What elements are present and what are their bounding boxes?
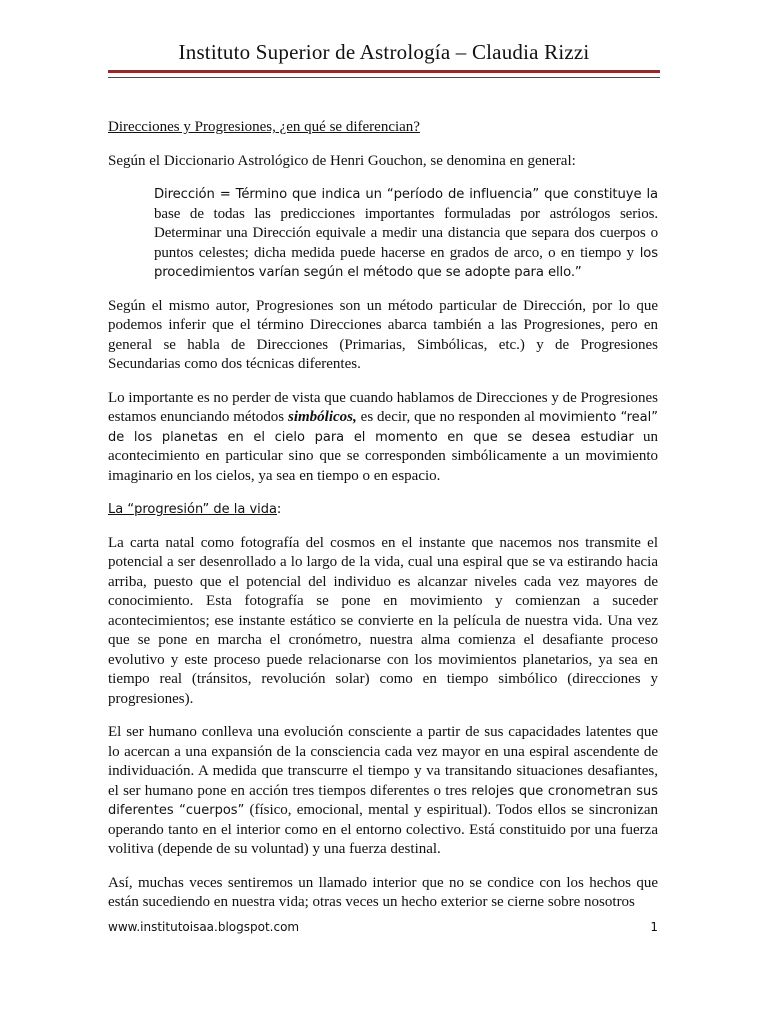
para2-emphasis: simbólicos, — [288, 409, 357, 425]
quote-line-3: los procedimientos varían según el método que se adopte para ello.” — [154, 245, 659, 280]
para2-part1: Lo importante es no perder de vista que cuando hablamos de Direcciones y de Progresiones estamos enunciando métodos — [108, 389, 658, 425]
para2-part2: es decir, que no responden al — [356, 409, 539, 425]
paragraph-progresiones: Según el mismo autor, Progresiones son un método particular de Dirección, por lo que podemos inferir que el término Direcciones abarca también a las Progresiones, pero en general se habla de Direcciones (Primarias, Simbólicas, etc.) y de Progresiones Secundarias como dos técnicas diferentes. — [108, 297, 658, 372]
page-number: 1 — [650, 920, 658, 934]
intro-paragraph: Según el Diccionario Astrológico de Henri Gouchon, se denomina en general: — [108, 152, 576, 169]
definition-quote — [154, 185, 658, 283]
section-heading-direcciones-text: Direcciones y Progresiones, ¿en qué se diferencian? — [108, 119, 420, 135]
footer-url-link[interactable]: www.institutoisaa.blogspot.com — [108, 920, 300, 934]
paragraph-ser-humano — [108, 723, 658, 860]
section-heading-direcciones — [108, 118, 658, 138]
document-body — [108, 118, 658, 927]
page-header-title: Instituto Superior de Astrología – Claudia Rizzi — [178, 40, 590, 64]
paragraph-metodos-simbolicos — [108, 389, 658, 487]
quote-line-1: Dirección = Término que indica un “período de influencia” que constituye la — [154, 187, 658, 202]
header-divider — [108, 70, 660, 78]
para2-sans-part: movimiento “real” de los planetas en el cielo para el momento en que se desea estudiar — [108, 410, 658, 445]
section-heading-progresion-vida-text: La “progresión” de la vida — [108, 502, 277, 517]
para2-part3: un acontecimiento en particular sino que se corresponden simbólicamente a un movimiento imaginario en los cielos, ya sea en tiempo o en espacio. — [108, 428, 659, 484]
paragraph-llamado-interior: Así, muchas veces sentiremos un llamado interior que no se condice con los hechos que están sucediendo en nuestra vida; otras veces un hecho exterior se cierne sobre nosotros — [108, 874, 658, 910]
section-heading-progresion-vida — [108, 500, 658, 520]
section-heading-colon: : — [277, 501, 282, 517]
para4-part2: (físico, emocional, mental y espiritual). Todos ellos se sincronizan operando tanto en el interior como en el entorno colectivo. Está constituido por una fuerza volitiva (depende de su voluntad) y una fuerza destinal. — [108, 802, 659, 857]
paragraph-carta-natal: La carta natal como fotografía del cosmos en el instante que nacemos nos transmite el potencial a ser desenrollado a lo largo de la vida, cual una espiral que se va estirando hacia arriba, puesto que el potencial del individuo es alcanzar niveles cada vez mayores de conocimiento. Esta fotografía se pone en movimiento y comienzan a suceder acontecimientos; ese instante estático se convierte en la película de nuestra vida. Una vez que se pone en marcha el cronómetro, nuestra alma comienza el desafiante proceso evolutivo y este proceso puede relacionarse con los movimientos planetarios, ya sea en tiempo real (tránsitos, revolución solar) como en tiempo simbólico (direcciones y progresiones). — [108, 534, 658, 707]
para4-sans-part: relojes que cronometran sus diferentes “cuerpos” — [108, 783, 658, 818]
quote-line-2: base de todas las predicciones importantes formuladas por astrólogos serios. Determinar una Dirección equivale a medir una distancia que separa dos cuerpos o puntos celestes; dicha medida puede hacerse en grados de arco, o en tiempo y — [154, 205, 658, 261]
para4-part1: El ser humano conlleva una evolución consciente a partir de sus capacidades latentes que lo acercan a una expansión de la consciencia cada vez mayor en una espiral ascendente de individuación. A medida que transcurre el tiempo y va transitando situaciones desafiantes, el ser humano pone en acción tres tiempos diferentes o tres — [108, 724, 658, 799]
